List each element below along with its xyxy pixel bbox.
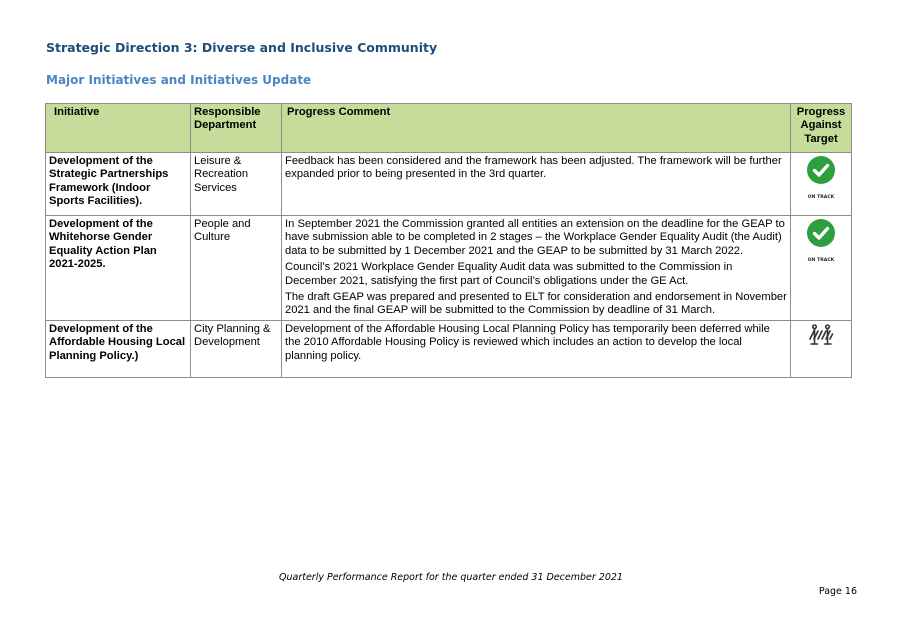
status-badge [806, 155, 836, 205]
table-row [46, 320, 852, 377]
comment-paragraph: Development of the Affordable Housing Local Planning Policy has temporarily been deferred while the 2010 Affordable Housing Policy is reviewed which includes an action to develop the local planning policy. [285, 322, 770, 362]
page-number: Page 16 [818, 586, 857, 597]
progress-comment [282, 153, 791, 216]
status-label: ON TRACK [807, 195, 835, 201]
initiative-name: Development of the Whitehorse Gender Equality Action Plan 2021-2025. [46, 216, 191, 321]
header-progress-comment: Progress Comment [282, 104, 791, 153]
initiative-name: Development of the Affordable Housing Local Planning Policy.) [46, 320, 191, 377]
status-badge [806, 218, 836, 268]
progress-status [791, 320, 852, 377]
header-progress-against-target: Progress Against Target [791, 104, 852, 153]
on-track-check-icon [806, 218, 836, 248]
progress-comment [282, 216, 791, 321]
progress-status [791, 216, 852, 321]
progress-status [791, 153, 852, 216]
progress-comment [282, 320, 791, 377]
comment-paragraph: Feedback has been considered and the framework has been adjusted. The framework will be further expanded prior to being presented in the 3rd quarter. [285, 155, 782, 181]
initiative-name: Development of the Strategic Partnerships Framework (Indoor Sports Facilities). [46, 153, 191, 216]
status-label: ON TRACK [807, 258, 835, 264]
responsible-department: City Planning & Development [191, 320, 282, 377]
header-responsible-department: Responsible Department [191, 104, 282, 153]
table-header-row [46, 104, 852, 153]
comment-paragraph: In September 2021 the Commission granted all entities an extension on the deadline for the GEAP to have submission able to be completed in 2 stages – the Workplace Gender Equality Audit (the Audit) data to be submitted by 1 December 2021 and the GEAP to be submitted by 31 March 2022. [285, 218, 785, 257]
comment-paragraph: The draft GEAP was prepared and presented to ELT for consideration and endorsement in November 2021 and the final GEAP will be submitted to the Commission by deadline of 31 March. [285, 291, 787, 317]
header-initiative: Initiative [46, 104, 191, 153]
strategic-direction-heading: Strategic Direction 3: Diverse and Inclusive Community [46, 40, 438, 55]
comment-paragraph: Council’s 2021 Workplace Gender Equality Audit data was submitted to the Commission in December 2021, satisfying the first part of Council’s obligations under the GE Act. [285, 261, 733, 287]
section-heading: Major Initiatives and Initiatives Update [46, 73, 312, 87]
table-row [46, 216, 852, 321]
responsible-department: People and Culture [191, 216, 282, 321]
on-track-check-icon [806, 155, 836, 185]
table-row [46, 153, 852, 216]
roadblock-barrier-icon [808, 323, 834, 347]
report-footer: Quarterly Performance Report for the quarter ended 31 December 2021 [279, 572, 623, 583]
responsible-department: Leisure & Recreation Services [191, 153, 282, 216]
initiatives-table [45, 103, 852, 378]
